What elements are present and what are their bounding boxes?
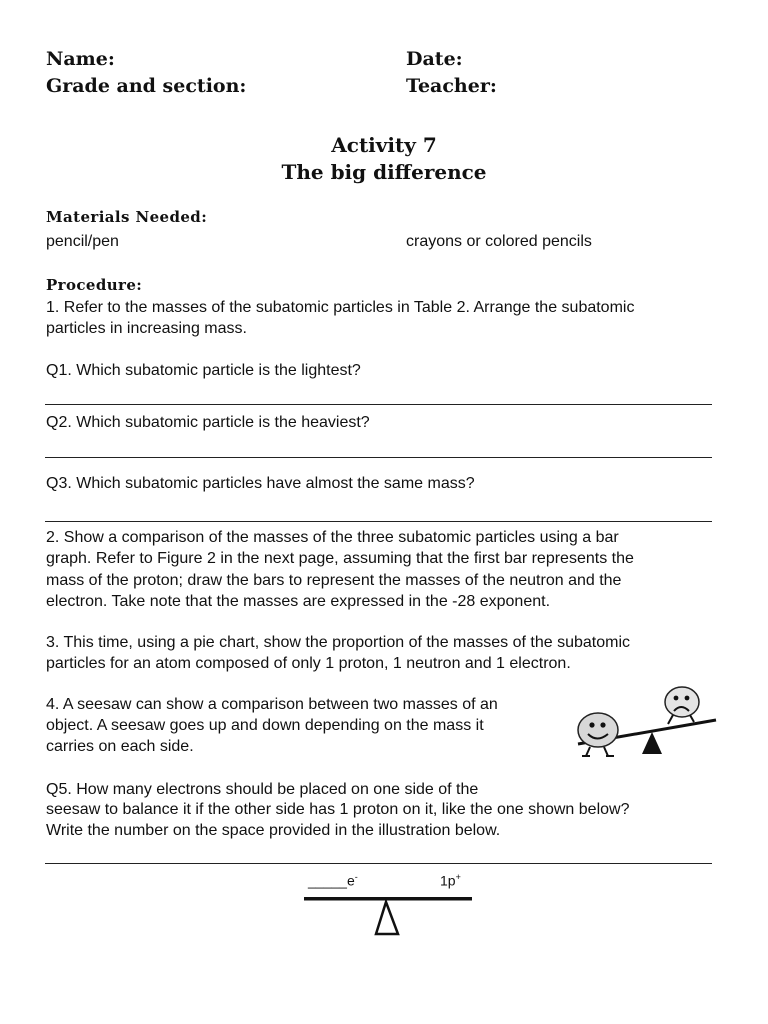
seesaw-fulcrum xyxy=(642,732,662,754)
procedure-heading: Procedure: xyxy=(46,276,143,294)
teacher-label: Teacher: xyxy=(406,75,497,97)
question-5: Write the number on the space provided in the illustration below. xyxy=(46,822,501,839)
question-3: Q3. Which subatomic particles have almost the same mass? xyxy=(46,475,475,492)
step-2-text: mass of the proton; draw the bars to represent the masses of the neutron and the xyxy=(46,572,622,589)
step-4-text: carries on each side. xyxy=(46,738,194,755)
question-2: Q2. Which subatomic particle is the heaviest? xyxy=(46,414,370,431)
date-label: Date: xyxy=(406,48,463,70)
proton-label-group xyxy=(440,872,461,889)
step-1-text: particles in increasing mass. xyxy=(46,320,247,337)
electron-label: e xyxy=(346,872,355,889)
balance-plank xyxy=(304,897,472,901)
electron-blank[interactable] xyxy=(308,872,358,889)
step-2-text: electron. Take note that the masses are expressed in the -28 exponent. xyxy=(46,593,551,610)
material-item: pencil/pen xyxy=(46,233,119,250)
step-3-text: 3. This time, using a pie chart, show the proportion of the masses of the subatomic xyxy=(46,634,631,651)
balance-seesaw-diagram xyxy=(300,893,480,941)
activity-number: Activity 7 xyxy=(331,133,437,157)
question-5: seesaw to balance it if the other side has 1 proton on it, like the one shown below? xyxy=(46,801,630,818)
cartoon-seesaw-illustration xyxy=(570,682,720,764)
answer-line-q1[interactable] xyxy=(45,404,712,405)
proton-label: 1p xyxy=(440,872,456,889)
materials-heading: Materials Needed: xyxy=(46,208,208,226)
sad-ball-icon xyxy=(665,687,699,724)
activity-title: The big difference xyxy=(281,160,487,184)
blank-line[interactable]: _____ xyxy=(308,872,347,889)
step-1-text: 1. Refer to the masses of the subatomic particles in Table 2. Arrange the subatomic xyxy=(46,299,635,316)
proton-charge: + xyxy=(455,872,461,882)
step-2-text: 2. Show a comparison of the masses of the three subatomic particles using a bar xyxy=(46,529,619,546)
answer-line-q5[interactable] xyxy=(45,863,712,864)
step-2-text: graph. Refer to Figure 2 in the next page, assuming that the first bar represents the xyxy=(46,550,634,567)
step-4-text: object. A seesaw goes up and down depending on the mass it xyxy=(46,717,484,734)
answer-line-q2[interactable] xyxy=(45,457,712,458)
step-3-text: particles for an atom composed of only 1 proton, 1 neutron and 1 electron. xyxy=(46,655,571,672)
question-1: Q1. Which subatomic particle is the lightest? xyxy=(46,362,361,379)
happy-ball-icon xyxy=(578,713,618,756)
name-label: Name: xyxy=(46,48,115,70)
answer-line-q3[interactable] xyxy=(45,521,712,522)
grade-section-label: Grade and section: xyxy=(46,75,247,97)
material-item: crayons or colored pencils xyxy=(406,233,592,250)
step-4-text: 4. A seesaw can show a comparison between two masses of an xyxy=(46,696,498,713)
question-5: Q5. How many electrons should be placed on one side of the xyxy=(46,781,479,798)
electron-charge: - xyxy=(354,872,358,882)
balance-fulcrum xyxy=(376,902,398,934)
